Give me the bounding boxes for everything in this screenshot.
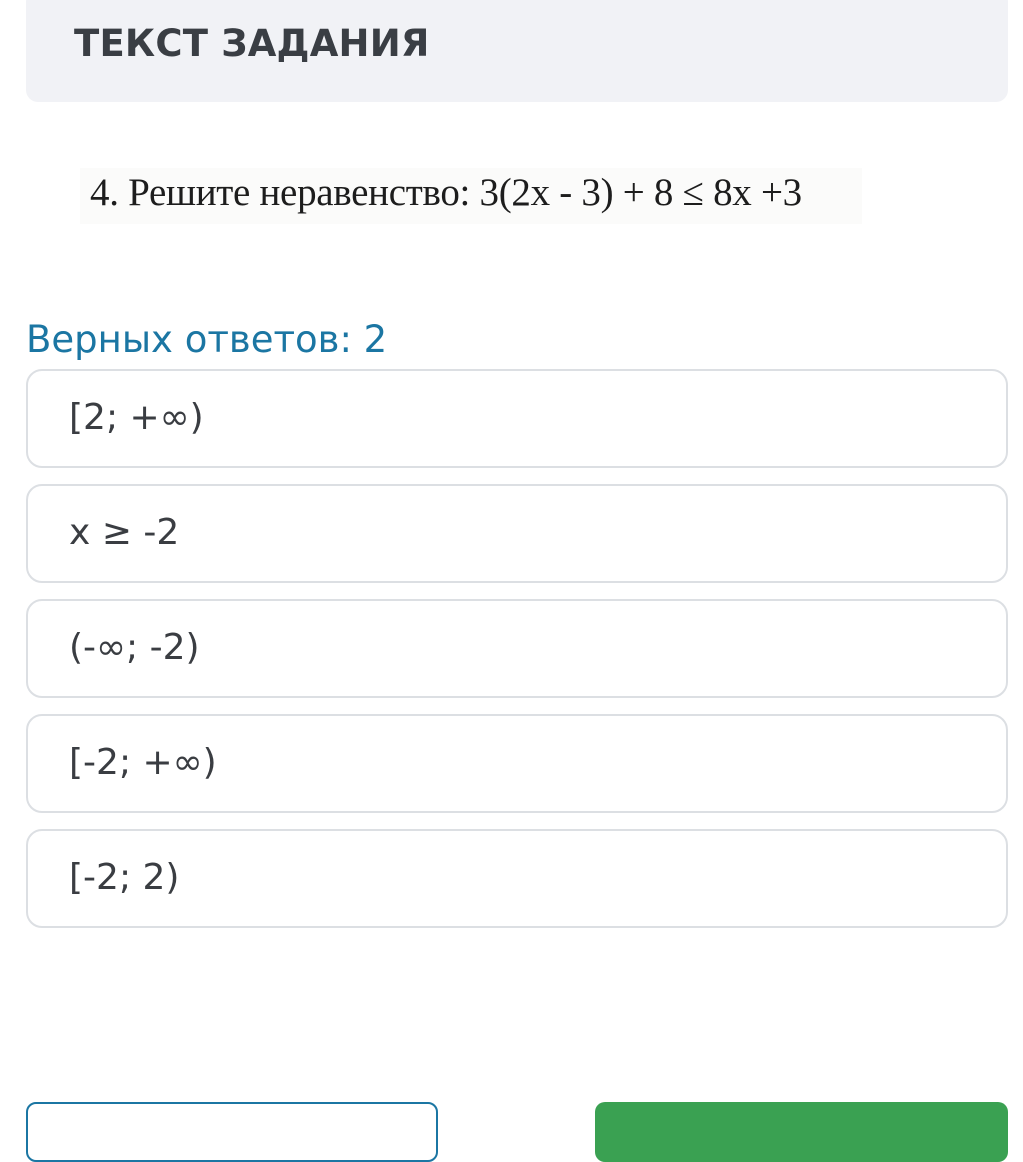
answer-option[interactable] (26, 369, 1008, 468)
correct-answers-count: Верных ответов: 2 (26, 318, 388, 361)
secondary-button[interactable] (26, 1102, 438, 1162)
answer-option[interactable] (26, 714, 1008, 813)
primary-button[interactable] (595, 1102, 1008, 1162)
answer-option-label: [2; +∞) (69, 397, 204, 438)
answer-option-label: [-2; +∞) (69, 742, 217, 783)
answer-option[interactable] (26, 484, 1008, 583)
task-header (26, 0, 1008, 102)
task-header-title: ТЕКСТ ЗАДАНИЯ (74, 22, 430, 65)
answer-option[interactable] (26, 829, 1008, 928)
question-text: 4. Решите неравенство: 3(2х - 3) + 8 ≤ 8х +3 (90, 171, 802, 214)
answer-option-label: (-∞; -2) (69, 627, 200, 668)
answer-option[interactable] (26, 599, 1008, 698)
question-image (80, 168, 862, 224)
answer-option-label: [-2; 2) (69, 857, 180, 898)
answer-option-label: x ≥ -2 (69, 512, 180, 553)
answer-options-list (26, 369, 1008, 944)
